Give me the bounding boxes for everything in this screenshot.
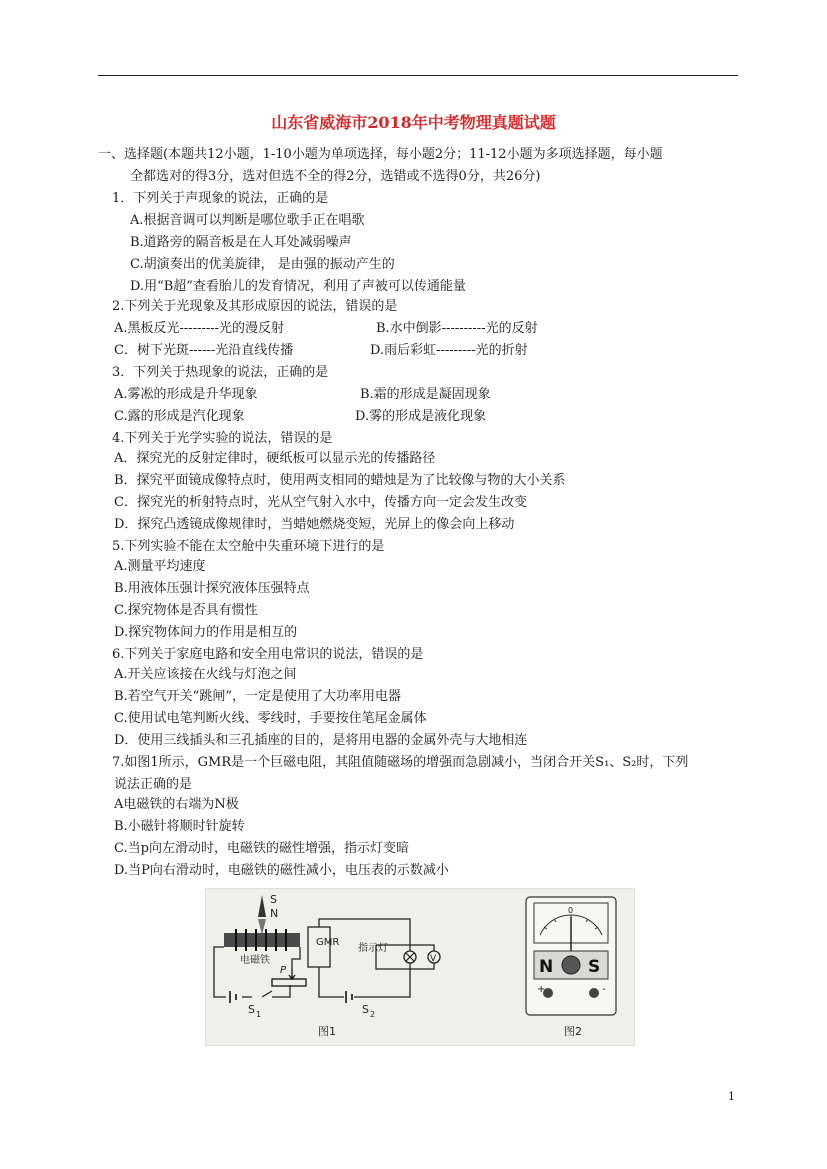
terminal-plus-label: +: [537, 984, 546, 995]
q5-option-b: B.用液体压强计探究液体压强特点: [114, 581, 310, 596]
q3-stem: 3．下列关于热现象的说法，正确的是: [112, 365, 329, 380]
q2-option-d: D.雨后彩虹---------光的折射: [370, 343, 528, 358]
q5-option-a: A.测量平均速度: [114, 559, 206, 574]
magnet-s-label: S: [588, 957, 601, 977]
q4-option-c: C．探究光的析射特点时，光从空气射入水中，传播方向一定会发生改变: [114, 495, 527, 510]
figure-1: [214, 893, 440, 1038]
q7-stem-line1: 7.如图1所示，GMR是一个巨磁电阻，其阻值随磁场的增强而急剧减小，当闭合开关S₁、S₂时，下列: [112, 755, 689, 770]
q7-option-d: D.当P向右滑动时，电磁铁的磁性减小，电压表的示数减小: [114, 863, 449, 878]
q6-stem: 6.下列关于家庭电路和安全用电常识的说法，错误的是: [112, 647, 424, 662]
section-instructions-line2: 全都选对的得3分，选对但选不全的得2分，选错或不选得0分，共26分): [130, 169, 541, 184]
q4-option-a: A．探究光的反射定律时，硬纸板可以显示光的传播路径: [114, 451, 436, 466]
right-circuit-wires: [319, 919, 434, 997]
gmr-label: GMR: [316, 937, 340, 948]
q3-option-a: A.雾凇的形成是升华现象: [114, 387, 258, 402]
q7-figures: [205, 888, 635, 1046]
indicator-lamp-symbol: [404, 951, 416, 963]
figure-diagram: [206, 889, 634, 1045]
battery-1: [230, 991, 236, 1003]
q6-option-c: C.使用试电笔判断火线、零线时，手要按住笔尾金属体: [114, 711, 427, 726]
battery-2: [346, 991, 352, 1003]
q6-option-b: B.若空气开关“跳闸”，一定是使用了大功率用电器: [114, 689, 401, 704]
slider-p-label: P: [280, 965, 287, 976]
q7-option-c: C.当p向左滑动时，电磁铁的磁性增强，指示灯变暗: [114, 841, 409, 856]
figure-2-caption: 图2: [564, 1025, 582, 1038]
compass-needle: [258, 893, 278, 935]
q5-option-d: D.探究物体间力的作用是相互的: [114, 625, 298, 640]
q3-option-b: B.霜的形成是凝固现象: [360, 387, 491, 402]
q7-option-b: B.小磁针将顺时针旋转: [114, 819, 245, 834]
switch-1-label: S: [248, 1003, 255, 1016]
page-number: 1: [728, 1090, 735, 1103]
q1-option-d: D.用“B超”查看胎儿的发育情况，利用了声被可以传通能量: [130, 279, 466, 294]
switch-2-label: S: [362, 1003, 369, 1016]
q4-stem: 4.下列关于光学实验的说法，错误的是: [112, 431, 333, 446]
q5-stem: 5.下列实验不能在太空舱中失重环境下进行的是: [112, 539, 385, 554]
q3-option-d: D.雾的形成是液化现象: [355, 409, 487, 424]
terminal-minus-label: -: [602, 984, 606, 995]
indicator-lamp-label: 指示灯: [358, 943, 388, 954]
figure-2: [526, 897, 616, 1038]
q6-option-a: A.开关应该接在火线与灯泡之间: [114, 667, 297, 682]
voltmeter-label: V: [430, 954, 437, 964]
rheostat-slider: [289, 969, 295, 979]
rheostat: [272, 979, 306, 986]
q1-stem: 1．下列关于声现象的说法，正确的是: [112, 191, 329, 206]
header-rule: [98, 75, 738, 76]
q1-option-c: C.胡演奏出的优美旋律， 是由强的振动产生的: [130, 257, 395, 272]
magnet-rotor: [562, 956, 580, 974]
section-instructions-line1: 一、选择题(本题共12小题，1-10小题为单项选择，每小题2分；11-12小题为多项选择题，每小题: [98, 147, 663, 162]
q2-option-b: B.水中倒影----------光的反射: [376, 321, 538, 336]
q3-option-c: C.露的形成是汽化现象: [114, 409, 245, 424]
dial-zero-label: 0: [568, 906, 574, 915]
q4-option-b: B．探究平面镜成像特点时，使用两支相同的蜡烛是为了比较像与物的大小关系: [114, 473, 566, 488]
q2-option-c: C．树下光斑------光沿直线传播: [114, 343, 294, 358]
q6-option-d: D．使用三线插头和三孔插座的目的，是将用电器的金属外壳与大地相连: [114, 733, 528, 748]
q1-option-a: A.根据音调可以判断是哪位歌手正在唱歌: [130, 213, 365, 228]
q7-option-a: A电磁铁的右端为N极: [114, 797, 239, 812]
switch-1-subscript: 1: [256, 1010, 262, 1019]
switch-2-subscript: 2: [370, 1010, 376, 1019]
q2-option-a: A.黑板反光---------光的漫反射: [114, 321, 285, 336]
magnet-n-label: N: [539, 957, 554, 977]
needle-label-n: N: [270, 907, 279, 920]
q1-option-b: B.道路旁的隔音板是在人耳处减弱噪声: [130, 235, 352, 250]
figure-1-caption: 图1: [318, 1025, 336, 1038]
q7-stem-line2: 说法正确的是: [114, 777, 193, 792]
q2-stem: 2.下列关于光现象及其形成原因的说法，错误的是: [112, 299, 398, 314]
page-title: 山东省威海市2018年中考物理真题试题: [271, 113, 556, 132]
q5-option-c: C.探究物体是否具有惯性: [114, 603, 258, 618]
needle-label-s: S: [270, 893, 277, 906]
electromagnet-label: 电磁铁: [240, 955, 270, 966]
q4-option-d: D．探究凸透镜成像规律时，当蜡她燃烧变短，光屏上的像会向上移动: [114, 517, 515, 532]
voltmeter-symbol: [428, 951, 440, 964]
terminal-minus-knob: [589, 988, 599, 998]
